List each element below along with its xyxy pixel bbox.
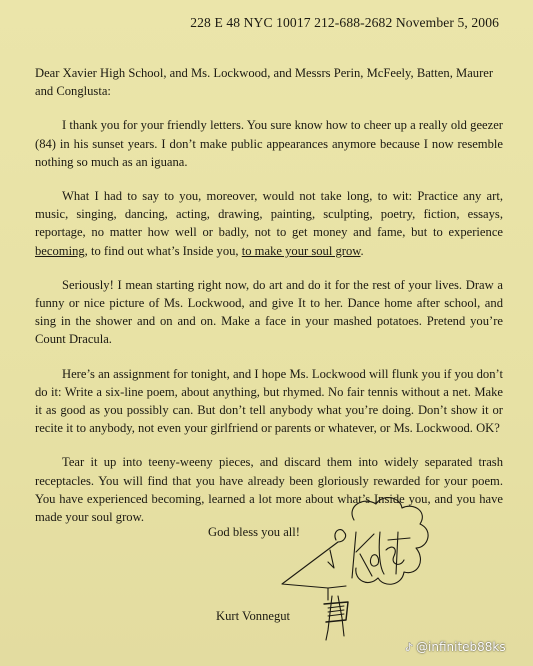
paragraph-3: Seriously! I mean starting right now, do art and do it for the rest of your lives. Draw a funny or nice picture of Ms. Lockwood, and give It to her. Dance home after school, and sing in the shower and on and on. Make a face in your mashed potatoes. Pretend you’re Count Dracula. — [35, 277, 503, 347]
handwritten-signature-drawing — [268, 492, 438, 642]
paragraph-1: I thank you for your friendly letters. You sure know how to cheer up a really old geezer (84) in his sunset years. I don’t make public appearances anymore because I now resemble nothing so much as an iguana. — [35, 118, 503, 169]
watermark-handle: @infiniteb88ks — [416, 640, 506, 654]
tiktok-icon — [404, 641, 415, 653]
paragraph-4: Here’s an assignment for tonight, and I hope Ms. Lockwood will flunk you if you don’t do it: Write a six-line poem, about anything, but rhymed. No fair tennis without a net. Make it as good as you possibly can. But don’t tell anybody what you’re doing. Don’t show it or recite it to anybody, not even your girlfriend or parents or whatever, or Ms. Lockwood. OK? — [35, 366, 503, 436]
letterhead-address-date: 228 E 48 NYC 10017 212-688-2682 November 5, 2006 — [190, 15, 499, 30]
paragraph-5: Tear it up into teeny-weeny pieces, and discard them into widely separated trash receptacles. You will find that you have already been gloriously rewarded for your poem. You have experienced becoming, learned a lot more about what’s Inside you, and you have made your soul grow. — [35, 455, 503, 525]
closing-line: God bless you all! — [208, 525, 300, 539]
salutation: Dear Xavier High School, and Ms. Lockwood, and Messrs Perin, McFeely, Batten, Maurer and Conglusta: — [35, 66, 494, 99]
social-watermark — [404, 640, 506, 654]
underlined-becoming: becoming — [35, 243, 85, 258]
underlined-make-soul-grow: to make your soul grow — [241, 243, 361, 258]
paragraph-2-text-b: , to find out what’s Inside you, — [84, 243, 242, 258]
typed-signature-name: Kurt Vonnegut — [216, 609, 291, 623]
letter-body — [35, 64, 503, 542]
paragraph-2 — [35, 187, 503, 260]
paragraph-2-text-a: What I had to say to you, moreover, would not take long, to wit: Practice any art, music, singing, dancing, acting, drawing, painting, sculpting, poetry, fiction, essays, reportage, no matter how well or badly, not to get money and fame, but to experience — [35, 189, 503, 240]
paragraph-2-text-c: . — [360, 243, 364, 258]
